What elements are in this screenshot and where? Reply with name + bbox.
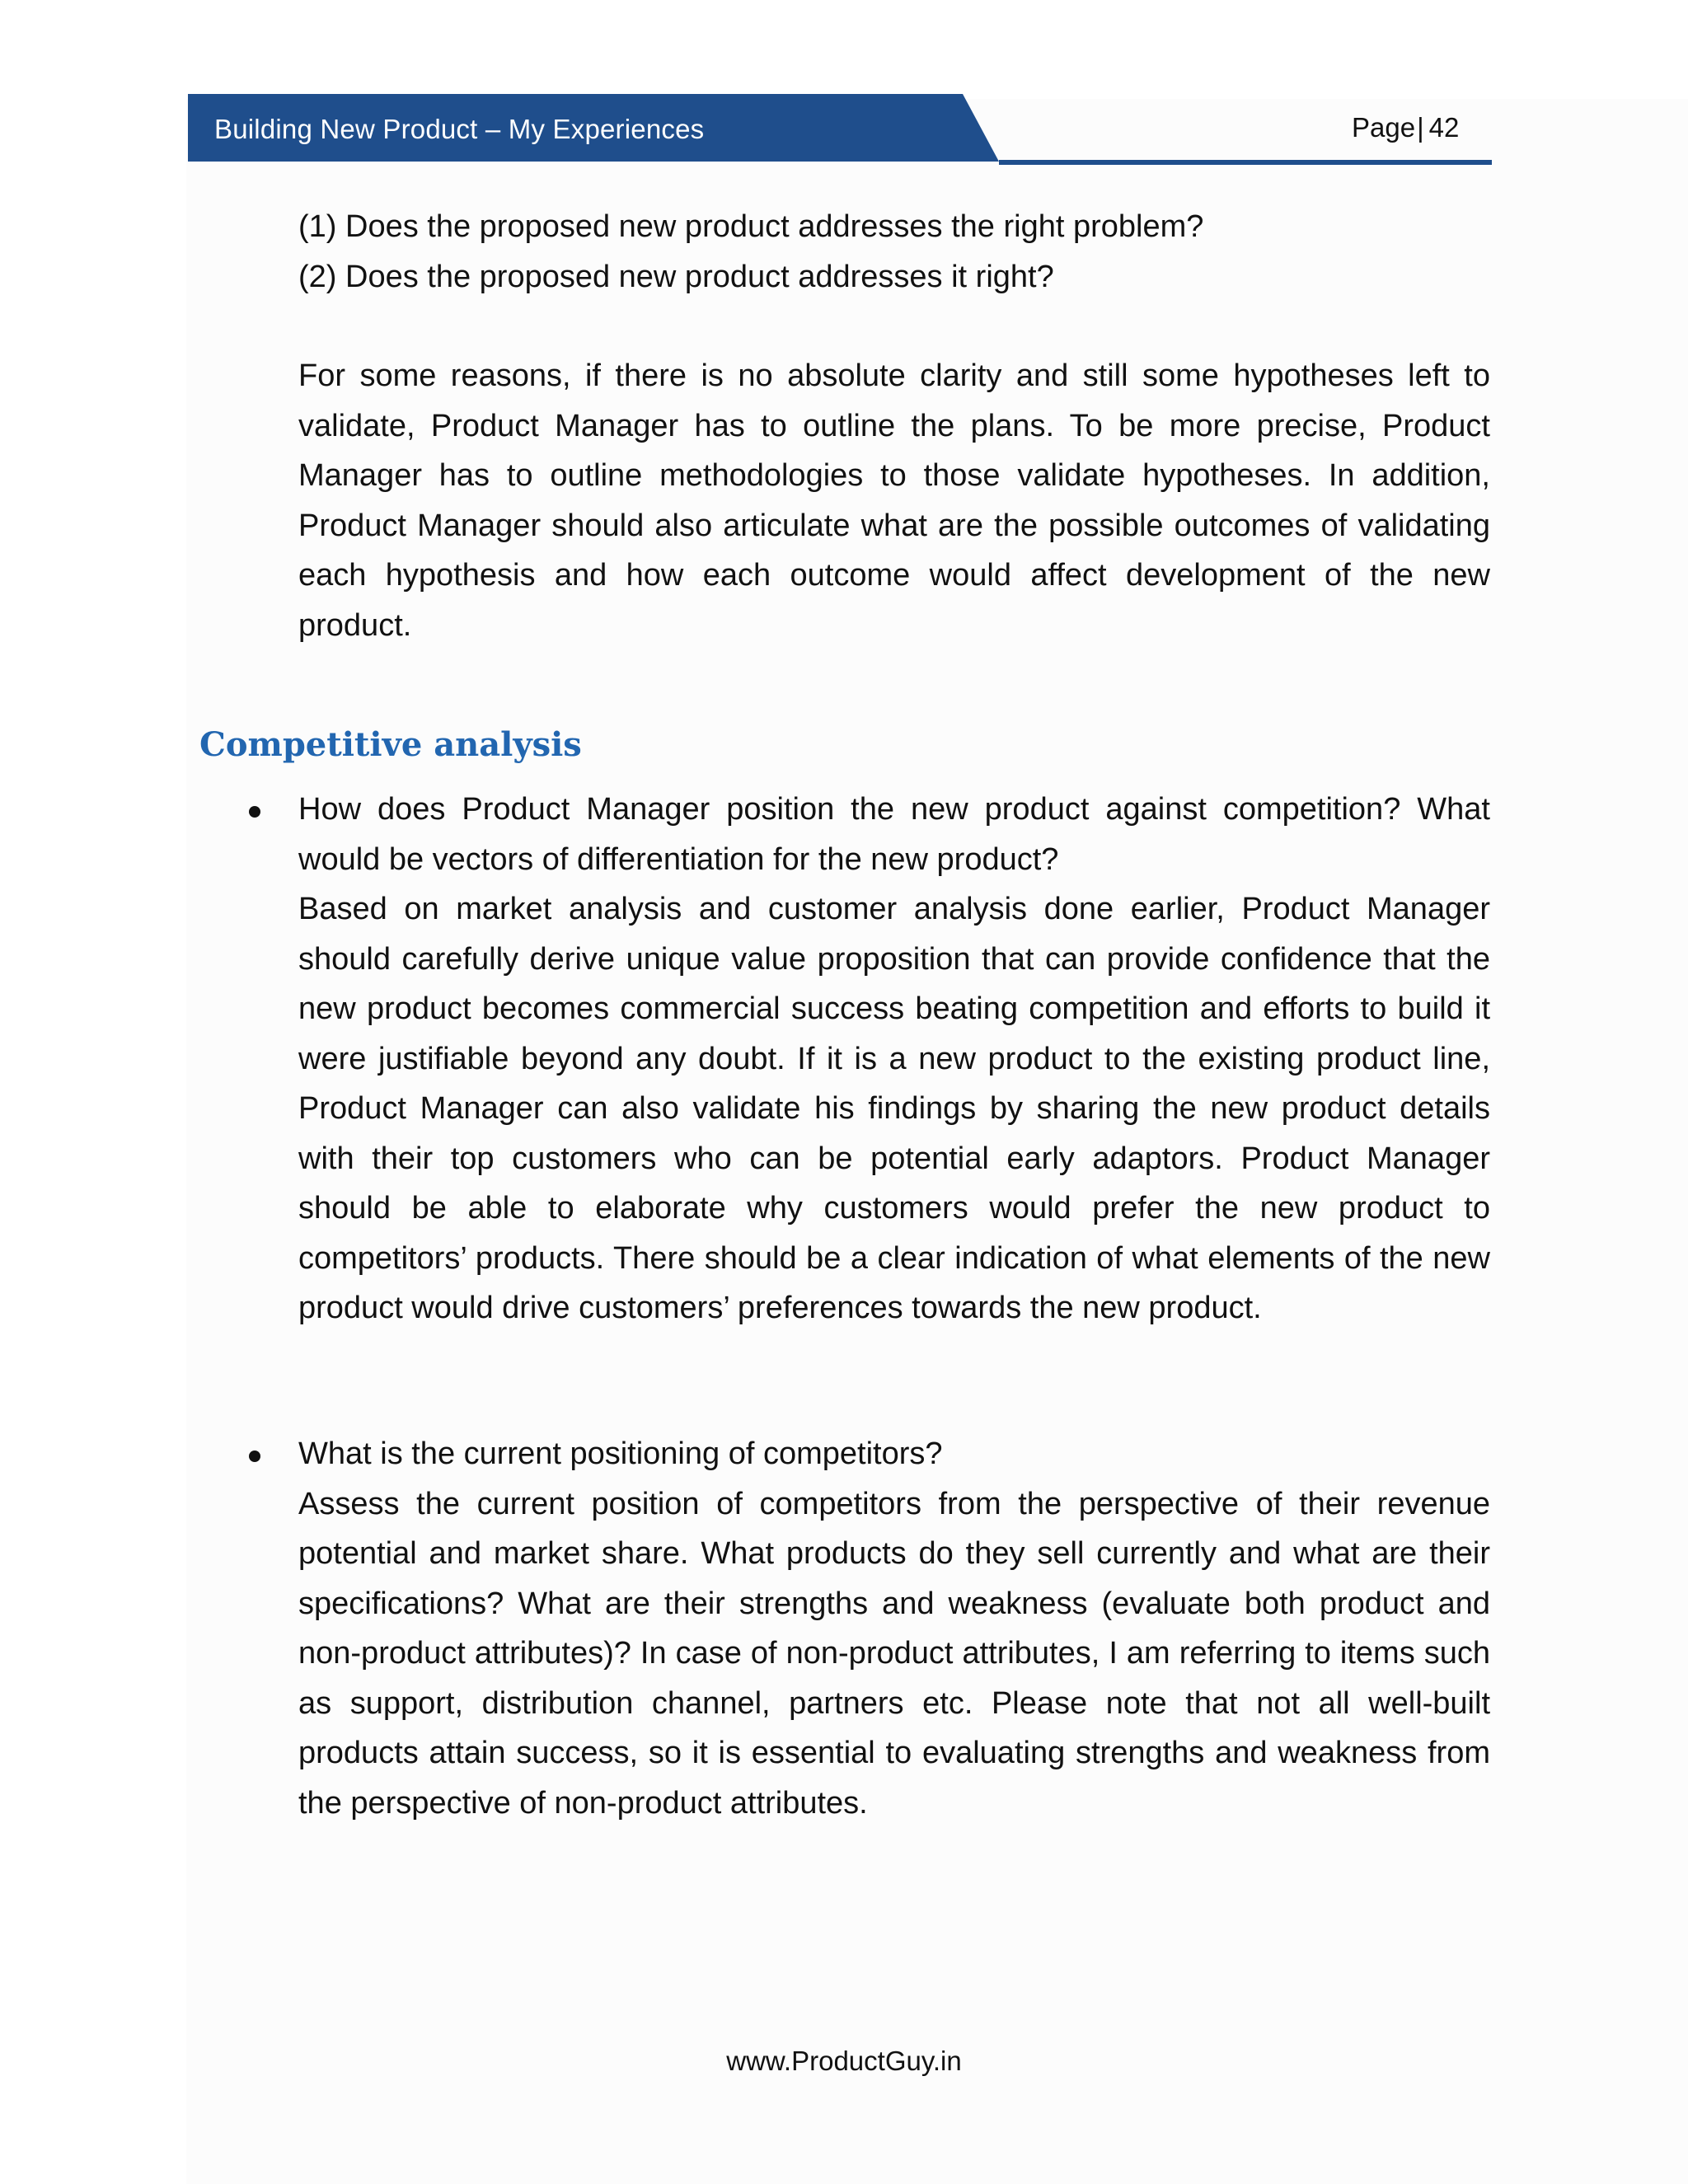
header-title: Building New Product – My Experiences	[214, 114, 705, 144]
page-number-value: 42	[1428, 112, 1460, 143]
page-number	[1352, 112, 1459, 143]
bullet-icon	[249, 806, 260, 818]
intro-paragraph-text: For some reasons, if there is no absolute clarity and still some hypotheses left to validate, Product Manager has to outline the plans. To be more precise, Product Manager has to outline methodologies to those validate hypotheses. In addition, Product Manager should also articulate what are the possible outcomes of validating each hypothesis and how each outcome would affect development of the new product.	[298, 359, 1490, 643]
bullet-answer: Based on market analysis and customer analysis done earlier, Product Manager should carefully derive unique value proposition that can provide confidence that the new product becomes commercial success beating competition and efforts to build it were justifiable beyond any doubt. If it is a new product to the existing product line, Product Manager can also validate his findings by sharing the new product details with their top customers who can be potential early adaptors. Product Manager should be able to elaborate why customers would prefer the new product to competitors’ products. There should be a clear indication of what elements of the new product would drive customers’ preferences towards the new product.	[298, 892, 1490, 1325]
bullet-question: What is the current positioning of competitors?	[298, 1436, 943, 1471]
bullet-question: How does Product Manager position the new product against competition? What would be vectors of differentiation for the new product?	[298, 792, 1490, 877]
bullet-icon	[249, 1451, 260, 1462]
intro-paragraph	[298, 351, 1490, 650]
page-header	[188, 94, 1492, 166]
bullet-answer: Assess the current position of competitors from the perspective of their revenue potential and market share. What products do they sell currently and what are their specifications? What are their strengths and weakness (evaluate both product and non-product attributes)? In case of non-product attributes, I am referring to items such as support, distribution channel, partners etc. Please note that not all well-built products attain success, so it is essential to evaluating strengths and weakness from the perspective of non-product attributes.	[298, 1486, 1490, 1821]
question-item: (2) Does the proposed new product addresses it right?	[298, 259, 1054, 294]
footer-website: www.ProductGuy.in	[726, 2046, 962, 2076]
question-item: (1) Does the proposed new product addresses the right problem?	[298, 209, 1204, 244]
bullet-text	[298, 785, 1490, 1333]
section-heading: Competitive analysis	[199, 725, 582, 764]
page-separator: |	[1417, 112, 1424, 143]
question-list	[298, 202, 1490, 302]
page-label: Page	[1352, 112, 1416, 143]
bullet-text	[298, 1429, 1490, 1828]
